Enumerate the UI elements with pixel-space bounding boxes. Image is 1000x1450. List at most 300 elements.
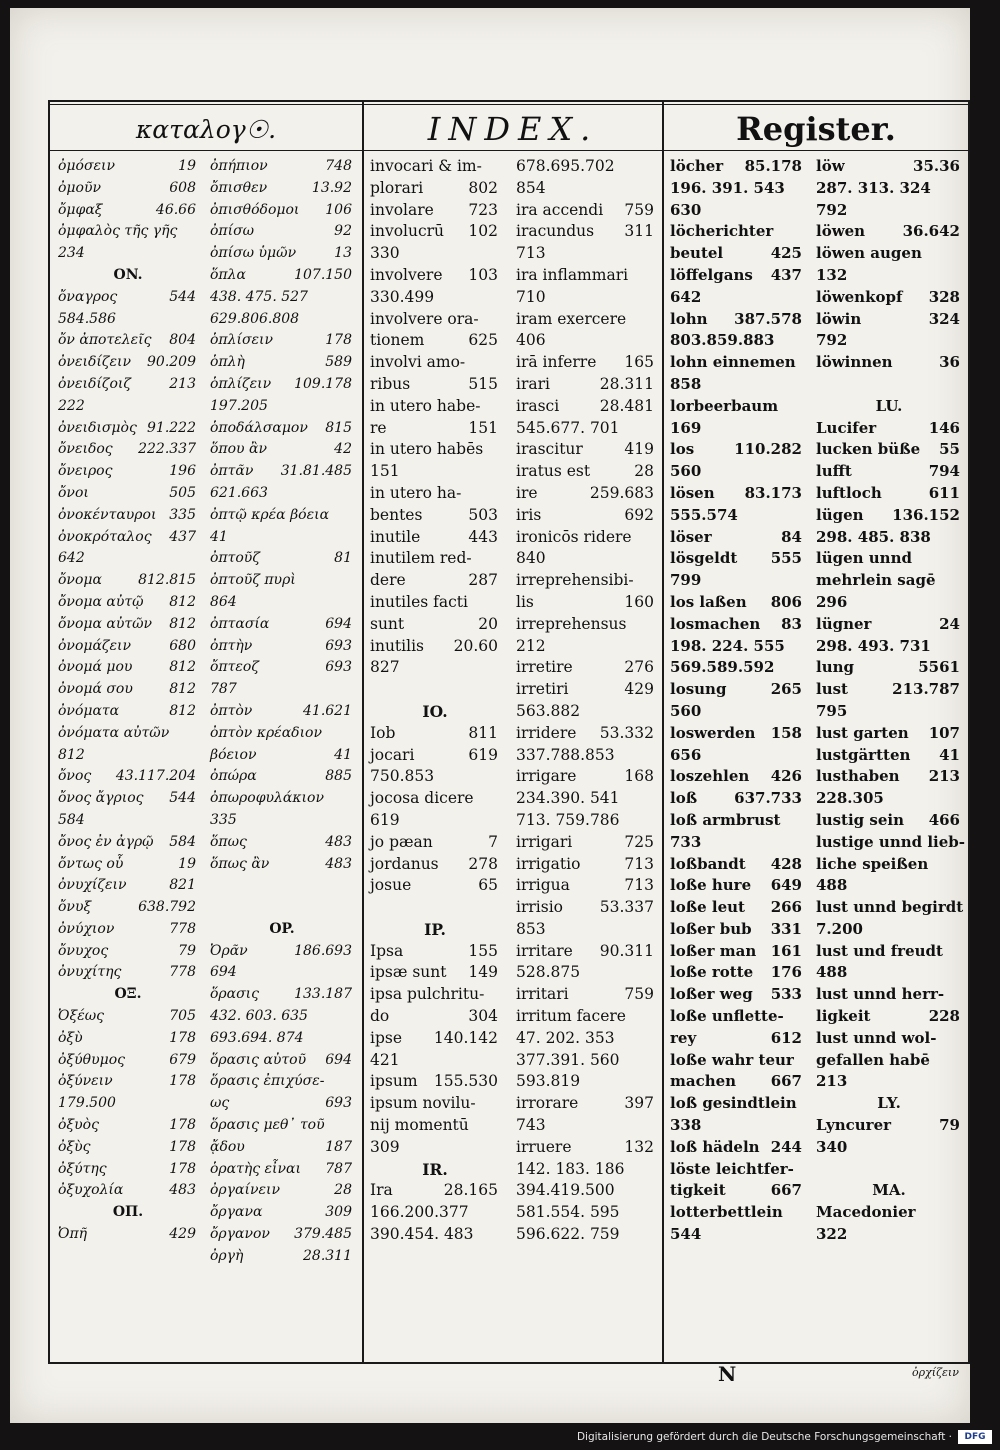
index-entry	[516, 156, 656, 178]
entry-term: loß hädeln	[670, 1137, 760, 1156]
entry-term: ipsa pulchritu-	[370, 985, 485, 1004]
index-entry	[210, 418, 354, 440]
entry-page-ref: 133.187	[294, 986, 352, 1003]
entry-term: ὄνυχος	[58, 942, 109, 959]
index-entry	[670, 766, 804, 788]
entry-page-ref: 725	[624, 832, 654, 851]
column-german-right	[816, 156, 966, 1246]
entry-term: 298. 493. 731	[816, 636, 931, 655]
entry-term: do	[370, 1007, 390, 1026]
entry-term: 630	[670, 200, 702, 219]
entry-term: ὀξὺς	[58, 1138, 91, 1155]
entry-page-ref: 723	[468, 200, 498, 219]
entry-term: iram exercere	[516, 309, 627, 328]
index-entry	[516, 1071, 656, 1093]
entry-page-ref: 812	[169, 681, 196, 698]
index-entry	[816, 897, 962, 919]
index-entry	[816, 221, 962, 243]
entry-term: loß gesindtlein	[670, 1094, 797, 1113]
index-entry	[816, 1115, 962, 1137]
index-entry	[58, 679, 198, 701]
index-entry	[670, 570, 804, 592]
entry-term: inutilis	[370, 636, 424, 655]
entry-page-ref: 90.311	[599, 941, 654, 960]
entry-term: Ὀπῆ	[58, 1226, 88, 1243]
entry-term: OΞ.	[114, 986, 142, 1003]
index-entry	[210, 875, 354, 897]
index-entry	[670, 265, 804, 287]
index-entry	[370, 265, 500, 287]
entry-page-ref: 331	[770, 919, 802, 938]
index-entry	[210, 1115, 354, 1137]
entry-page-ref: 13	[334, 245, 352, 262]
index-entry	[516, 1180, 656, 1202]
index-entry	[516, 243, 656, 265]
index-entry	[516, 919, 656, 941]
entry-page-ref: 589	[325, 354, 352, 371]
index-entry	[210, 1028, 354, 1050]
index-entry	[370, 657, 500, 679]
entry-term: 322	[816, 1225, 848, 1244]
entry-page-ref: 309	[325, 1204, 352, 1221]
index-entry	[816, 287, 962, 309]
index-entry	[58, 156, 198, 178]
entry-page-ref: 794	[928, 462, 960, 481]
index-entry	[210, 1224, 354, 1246]
entry-term: 693.694. 874	[210, 1029, 304, 1046]
index-entry	[58, 1137, 198, 1159]
entry-term: ὀνομάζειν	[58, 637, 132, 654]
entry-term: irascitur	[516, 440, 583, 459]
entry-term: irreprehensus	[516, 614, 627, 633]
entry-term: 296	[816, 592, 848, 611]
entry-page-ref: 107	[928, 723, 960, 742]
index-entry	[210, 309, 354, 331]
index-entry	[670, 614, 804, 636]
column-german-left	[670, 156, 804, 1246]
index-entry	[58, 243, 198, 265]
entry-page-ref: 244	[770, 1137, 802, 1156]
entry-page-ref: 304	[468, 1007, 498, 1026]
entry-page-ref: 19	[178, 855, 196, 872]
entry-page-ref: 146	[928, 418, 960, 437]
entry-term: josue	[370, 876, 412, 895]
index-entry	[670, 1028, 804, 1050]
entry-term: lügen	[816, 505, 864, 524]
index-entry	[210, 1071, 354, 1093]
section-heading	[210, 919, 354, 941]
index-entry	[670, 505, 804, 527]
entry-term: ὀνόματα αὐτῶν	[58, 724, 170, 741]
entry-term: Iob	[370, 723, 396, 742]
entry-term: los	[670, 440, 695, 459]
entry-page-ref: 713	[624, 876, 654, 895]
entry-page-ref: 110.282	[734, 440, 802, 459]
index-entry	[210, 439, 354, 461]
entry-term: 642	[58, 550, 85, 567]
index-entry	[670, 461, 804, 483]
entry-term: ὀπισθόδομοι	[210, 201, 300, 218]
entry-term: irrigua	[516, 876, 570, 895]
entry-term: ὄπισθεν	[210, 179, 268, 196]
entry-page-ref: 759	[624, 985, 654, 1004]
index-entry	[816, 614, 962, 636]
entry-page-ref: 41	[939, 745, 960, 764]
entry-term: Ira	[370, 1181, 393, 1200]
index-entry	[58, 875, 198, 897]
index-entry	[58, 570, 198, 592]
column-greek-left	[58, 156, 198, 1246]
entry-page-ref: 83.173	[744, 483, 802, 502]
index-entry	[516, 636, 656, 658]
index-entry	[58, 352, 198, 374]
entry-page-ref: 483	[325, 855, 352, 872]
entry-term: 335	[210, 811, 237, 828]
entry-page-ref: 178	[325, 332, 352, 349]
frame-top-rule-inner	[50, 104, 968, 105]
entry-term: inutilem red-	[370, 549, 472, 568]
index-entry	[370, 483, 500, 505]
entry-term: 234	[58, 245, 85, 262]
index-entry	[210, 832, 354, 854]
entry-term: ὀπτῷ κρέα βόεια	[210, 506, 330, 523]
index-entry	[816, 1028, 962, 1050]
entry-term: 337.788.853	[516, 745, 615, 764]
index-entry	[816, 527, 962, 549]
entry-term: 581.554. 595	[516, 1203, 620, 1222]
entry-term: involvere ora-	[370, 309, 479, 328]
entry-page-ref: 335	[169, 506, 196, 523]
entry-term: 394.419.500	[516, 1181, 615, 1200]
entry-page-ref: 165	[624, 353, 654, 372]
index-entry	[516, 1159, 656, 1181]
entry-page-ref: 79	[178, 942, 196, 959]
index-entry	[370, 941, 500, 963]
entry-term: löser	[670, 527, 712, 546]
section-heading	[370, 919, 500, 941]
entry-term: 792	[816, 200, 848, 219]
entry-term: 488	[816, 963, 848, 982]
index-entry	[370, 396, 500, 418]
index-entry	[210, 788, 354, 810]
entry-term: 406	[516, 331, 546, 350]
entry-page-ref: 387.578	[734, 309, 802, 328]
index-entry	[816, 701, 962, 723]
entry-term: 733	[670, 832, 702, 851]
index-entry	[670, 287, 804, 309]
header-rule	[50, 150, 968, 151]
entry-page-ref: 811	[468, 723, 498, 742]
entry-page-ref: 276	[624, 658, 654, 677]
entry-term: 799	[670, 571, 702, 590]
entry-page-ref: 680	[169, 637, 196, 654]
entry-term: ὁπλὴ	[210, 354, 245, 371]
entry-page-ref: 178	[169, 1117, 196, 1134]
index-entry	[210, 766, 354, 788]
index-entry	[58, 657, 198, 679]
entry-term: ira accendi	[516, 200, 604, 219]
index-entry	[516, 374, 656, 396]
index-entry	[210, 505, 354, 527]
entry-term: irrigatio	[516, 854, 581, 873]
entry-term: 621.663	[210, 484, 268, 501]
entry-page-ref: 693	[325, 637, 352, 654]
index-entry	[58, 1050, 198, 1072]
index-entry	[370, 374, 500, 396]
entry-term: 642	[670, 287, 702, 306]
entry-term: 544	[670, 1225, 702, 1244]
entry-term: ὁπλίσειν	[210, 332, 274, 349]
entry-page-ref: 65	[478, 876, 498, 895]
entry-term: Ipsa	[370, 941, 404, 960]
index-entry	[370, 788, 500, 810]
index-entry	[516, 265, 656, 287]
index-entry	[370, 1137, 500, 1159]
index-entry	[670, 1006, 804, 1028]
entry-term: ὅρασις αὐτοῦ	[210, 1051, 307, 1068]
entry-page-ref: 19	[178, 158, 196, 174]
index-entry	[670, 1202, 804, 1224]
index-entry	[816, 1137, 962, 1159]
index-entry	[670, 636, 804, 658]
index-entry	[210, 636, 354, 658]
index-entry	[370, 875, 500, 897]
index-entry	[370, 1224, 500, 1246]
index-entry	[210, 461, 354, 483]
entry-term: lügner	[816, 614, 872, 633]
index-entry	[370, 527, 500, 549]
entry-page-ref: 178	[169, 1160, 196, 1177]
index-entry	[58, 832, 198, 854]
entry-term: lorbeerbaum	[670, 396, 779, 415]
index-entry	[516, 483, 656, 505]
entry-term: 309	[370, 1137, 400, 1156]
entry-page-ref: 778	[169, 964, 196, 981]
entry-term: 593.819	[516, 1072, 581, 1091]
index-entry	[516, 418, 656, 440]
entry-term: in utero ha-	[370, 483, 462, 502]
entry-term: IO.	[422, 701, 448, 721]
index-entry	[370, 461, 500, 483]
entry-term: ὁρατὴς εἶναι	[210, 1160, 301, 1177]
entry-term: lustig sein	[816, 810, 904, 829]
entry-term: plorari	[370, 178, 424, 197]
index-entry	[670, 1115, 804, 1137]
index-entry	[516, 570, 656, 592]
index-entry	[670, 178, 804, 200]
entry-term: ὀξύθυμος	[58, 1051, 125, 1068]
entry-term: 545.677. 701	[516, 418, 620, 437]
index-entry	[516, 614, 656, 636]
entry-term: ὀνυχίτης	[58, 964, 122, 981]
entry-term: ὀμόσειν	[58, 158, 116, 174]
entry-term: loße hure	[670, 876, 752, 895]
index-entry	[670, 483, 804, 505]
entry-page-ref: 109.178	[294, 375, 352, 392]
entry-page-ref: 533	[770, 985, 802, 1004]
index-entry	[58, 614, 198, 636]
entry-term: ὄνειρος	[58, 463, 113, 480]
entry-term: bentes	[370, 505, 423, 524]
entry-page-ref: 13.92	[311, 179, 352, 196]
entry-page-ref: 426	[770, 767, 802, 786]
index-entry	[816, 745, 962, 767]
entry-page-ref: 20.60	[453, 636, 498, 655]
entry-term: 7.200	[816, 919, 863, 938]
entry-page-ref: 759	[624, 200, 654, 219]
index-entry	[816, 657, 962, 679]
entry-term: ὅπως	[210, 833, 247, 850]
entry-term: Macedonier	[816, 1203, 916, 1222]
index-entry	[670, 1159, 804, 1181]
entry-page-ref: 611	[928, 483, 960, 502]
index-entry	[516, 1028, 656, 1050]
entry-term: 840	[516, 549, 546, 568]
index-entry	[816, 723, 962, 745]
entry-page-ref: 483	[325, 833, 352, 850]
index-entry	[670, 854, 804, 876]
entry-page-ref: 812.815	[138, 572, 196, 589]
index-entry	[58, 1093, 198, 1115]
entry-page-ref: 155	[468, 941, 498, 960]
index-entry	[210, 1159, 354, 1181]
index-entry	[58, 788, 198, 810]
entry-page-ref: 515	[468, 374, 498, 393]
index-entry	[58, 723, 198, 745]
entry-term: lucken büße	[816, 440, 921, 459]
entry-page-ref: 265	[770, 680, 802, 699]
index-entry	[58, 701, 198, 723]
entry-term: ὀνομά μου	[58, 659, 133, 676]
entry-term: gefallen habē	[816, 1050, 930, 1069]
index-entry	[370, 1028, 500, 1050]
index-entry	[210, 723, 354, 745]
entry-page-ref: 36.642	[902, 222, 960, 241]
entry-term: 858	[670, 374, 702, 393]
entry-page-ref: 20	[478, 614, 498, 633]
entry-page-ref: 196	[169, 463, 196, 480]
entry-term: ὄνομα αὐτῶν	[58, 615, 153, 632]
index-entry	[370, 636, 500, 658]
entry-term: 47. 202. 353	[516, 1028, 615, 1047]
section-heading	[816, 1093, 962, 1115]
entry-term: loswerden	[670, 723, 756, 742]
entry-term: 792	[816, 331, 848, 350]
index-entry	[370, 505, 500, 527]
index-entry	[670, 418, 804, 440]
section-heading	[816, 1180, 962, 1202]
entry-page-ref: 584	[169, 833, 196, 850]
entry-term: löste leichtfer-	[670, 1159, 794, 1178]
entry-page-ref: 85.178	[744, 157, 802, 175]
entry-term: löw	[816, 157, 845, 175]
entry-term: inutile	[370, 527, 421, 546]
header-greek: καταλογ☉.	[135, 114, 277, 144]
entry-term: 584	[58, 811, 85, 828]
index-entry	[210, 156, 354, 178]
entry-term: lust unnd herr-	[816, 985, 945, 1004]
entry-term: ὄν ἀποτελεῖς	[58, 332, 152, 349]
section-heading	[816, 396, 962, 418]
entry-page-ref: 149	[468, 963, 498, 982]
column-latin-left	[370, 156, 500, 1246]
entry-term: ὀνοκρόταλος	[58, 528, 152, 545]
entry-page-ref: 91.222	[147, 419, 196, 436]
entry-term: ὀπίσω ὑμῶν	[210, 245, 297, 262]
index-entry	[370, 1093, 500, 1115]
signature-mark: N	[718, 1362, 737, 1386]
entry-term: 179.500	[58, 1095, 116, 1112]
entry-term: ὀπτοῦζ πυρὶ	[210, 572, 296, 589]
index-entry	[516, 810, 656, 832]
index-entry	[210, 614, 354, 636]
entry-page-ref: 324	[928, 309, 960, 328]
index-entry	[210, 1202, 354, 1224]
entry-page-ref: 278	[468, 854, 498, 873]
index-entry	[58, 483, 198, 505]
index-entry	[516, 592, 656, 614]
entry-term: löwenkopf	[816, 287, 903, 306]
entry-page-ref: 42	[334, 441, 352, 458]
entry-page-ref: 483	[169, 1182, 196, 1199]
index-entry	[816, 810, 962, 832]
entry-term: irretire	[516, 658, 573, 677]
entry-page-ref: 693	[325, 659, 352, 676]
index-entry	[58, 592, 198, 614]
entry-page-ref: 28.311	[303, 1247, 352, 1264]
entry-page-ref: 667	[770, 1181, 802, 1200]
index-entry	[670, 200, 804, 222]
index-entry	[516, 1137, 656, 1159]
entry-term: nij momentū	[370, 1116, 469, 1135]
entry-term: jocari	[370, 745, 415, 764]
entry-term: ὀνοκένταυροι	[58, 506, 157, 523]
entry-page-ref: 503	[468, 505, 498, 524]
entry-page-ref: 140.142	[433, 1028, 498, 1047]
index-entry	[210, 396, 354, 418]
index-entry	[210, 984, 354, 1006]
entry-page-ref: 694	[325, 1051, 352, 1068]
index-entry	[370, 548, 500, 570]
entry-term: in utero habe-	[370, 396, 481, 415]
entry-term: ὄνυξ	[58, 899, 92, 916]
index-entry	[816, 875, 962, 897]
entry-term: losmachen	[670, 614, 761, 633]
index-entry	[370, 418, 500, 440]
entry-term: loszehlen	[670, 767, 750, 786]
entry-term: 41	[210, 528, 228, 545]
index-entry	[816, 418, 962, 440]
index-entry	[58, 1159, 198, 1181]
entry-term: ὀξύνειν	[58, 1073, 113, 1090]
index-entry	[670, 309, 804, 331]
index-entry	[210, 1006, 354, 1028]
index-entry	[58, 1180, 198, 1202]
entry-term: ὀπτᾶν	[210, 463, 254, 480]
entry-term: LU.	[875, 396, 903, 415]
entry-term: lügen unnd	[816, 549, 912, 568]
index-entry	[516, 941, 656, 963]
index-entry	[670, 330, 804, 352]
entry-term: ὄνος ἐν ἀγρῷ	[58, 833, 154, 850]
index-entry	[816, 461, 962, 483]
index-entry	[58, 636, 198, 658]
entry-term: jocosa dicere	[370, 789, 474, 808]
index-entry	[816, 854, 962, 876]
entry-term: iratus est	[516, 462, 591, 481]
index-entry	[670, 962, 804, 984]
entry-term: löffelgans	[670, 265, 753, 284]
